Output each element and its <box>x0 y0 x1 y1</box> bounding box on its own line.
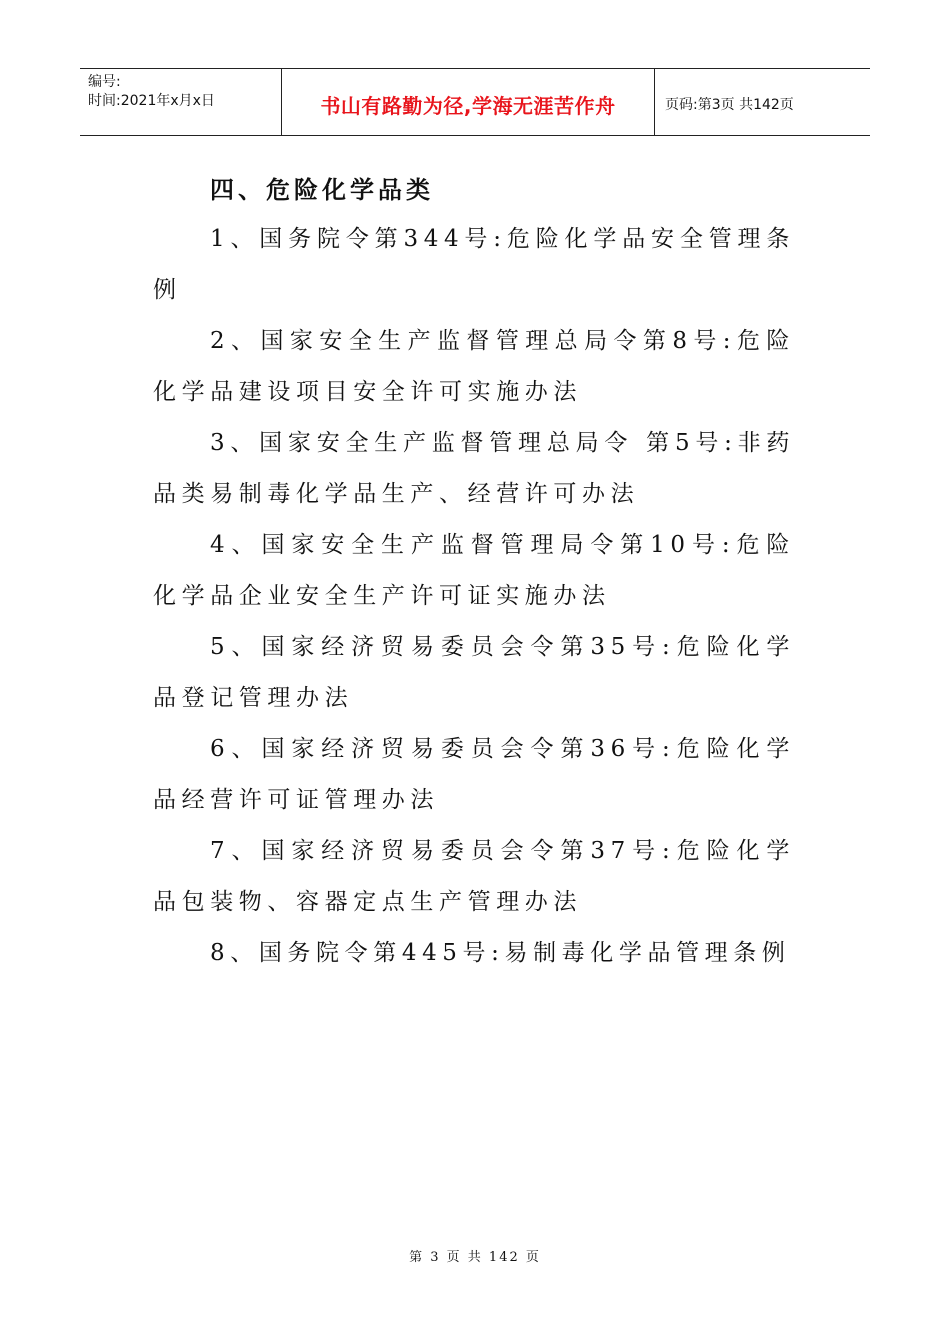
regulation-list <box>153 214 795 979</box>
regulation-item-8: 8、国务院令第445号:易制毒化学品管理条例 <box>210 940 791 966</box>
regulation-item-7: 7、国家经济贸易委员会令第37号:危险化学品包装物、容器定点生产管理办法 <box>153 838 795 915</box>
header-page-info: 页码:第3页 共142页 <box>665 97 794 113</box>
regulation-item-4: 4、国家安全生产监督管理局令第10号:危险化学品企业安全生产许可证实施办法 <box>153 532 795 609</box>
page-footer: 第 3 页 共 142 页 <box>409 1250 541 1265</box>
header-meta-cell <box>80 69 282 135</box>
header-motto: 书山有路勤为径,学海无涯苦作舟 <box>320 93 616 118</box>
regulation-item-6: 6、国家经济贸易委员会令第36号:危险化学品经营许可证管理办法 <box>153 736 795 813</box>
document-time-label: 时间:2021年x月x日 <box>88 93 215 109</box>
regulation-item-1: 1、国务院令第344号:危险化学品安全管理条例 <box>153 226 795 303</box>
header-motto-cell <box>282 69 655 135</box>
regulation-item-2: 2、国家安全生产监督管理总局令第8号:危险化学品建设项目安全许可实施办法 <box>153 328 795 405</box>
regulation-item-3: 3、国家安全生产监督管理总局令 第5号:非药品类易制毒化学品生产、经营许可办法 <box>153 430 795 507</box>
header-page-cell <box>655 69 870 135</box>
section-title: 四、危险化学品类 <box>210 176 434 204</box>
page-header <box>80 68 870 136</box>
regulation-item-5: 5、国家经济贸易委员会令第35号:危险化学品登记管理办法 <box>153 634 795 711</box>
document-number-label: 编号: <box>88 74 121 90</box>
